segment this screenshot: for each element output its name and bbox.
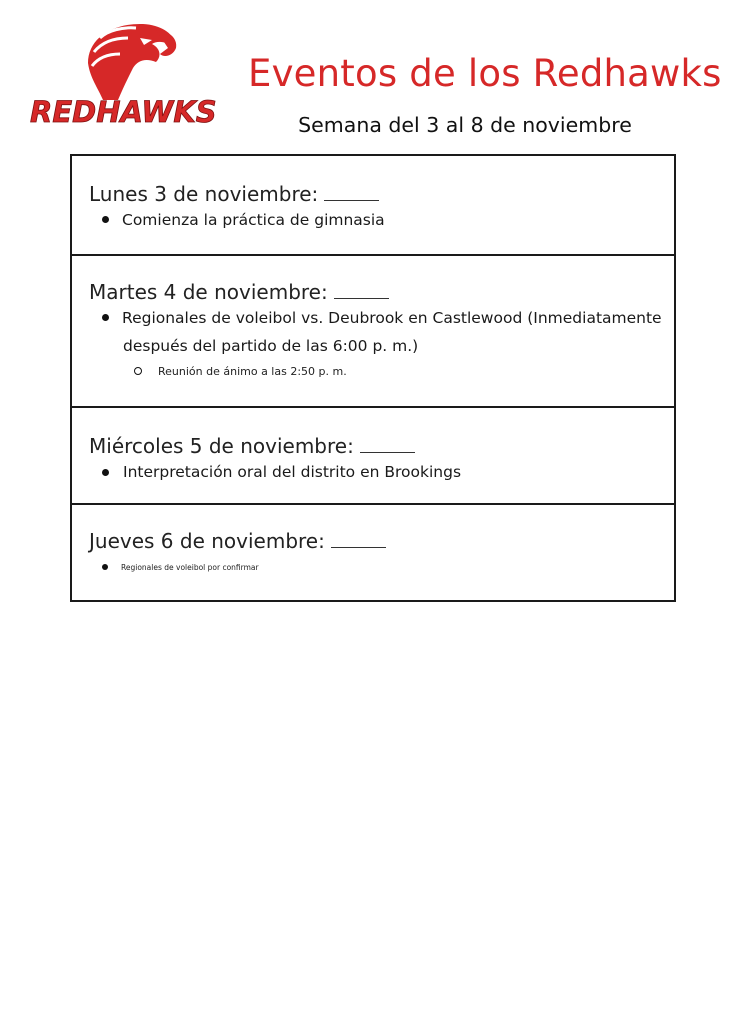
- events-table: [70, 154, 676, 602]
- day-heading: Lunes 3 de noviembre:: [89, 182, 379, 206]
- day-row-wednesday: [72, 408, 674, 505]
- redhawks-logo: [28, 18, 228, 128]
- day-row-monday: [72, 156, 674, 256]
- svg-text:REDHAWKS: REDHAWKS: [30, 95, 217, 128]
- event-item: Interpretación oral del distrito en Brookings: [123, 463, 462, 481]
- day-row-tuesday: [72, 254, 674, 408]
- hawk-head-icon: [28, 18, 228, 128]
- event-item: Comienza la práctica de gimnasia: [122, 211, 385, 229]
- day-row-thursday: [72, 505, 674, 600]
- bullet-icon: [102, 564, 108, 570]
- bullet-icon: [102, 469, 109, 476]
- page-subtitle: Semana del 3 al 8 de noviembre: [298, 113, 632, 137]
- day-heading: Martes 4 de noviembre:: [89, 280, 389, 304]
- event-item: Regionales de voleibol vs. Deubrook en Castlewood (Inmediatamente: [122, 309, 662, 327]
- circle-bullet-icon: [134, 367, 142, 375]
- page-title: Eventos de los Redhawks: [248, 52, 722, 95]
- bullet-icon: [102, 216, 109, 223]
- bullet-icon: [102, 314, 109, 321]
- day-heading: Jueves 6 de noviembre:: [89, 529, 386, 553]
- day-heading: Miércoles 5 de noviembre:: [89, 434, 415, 458]
- event-subitem: Reunión de ánimo a las 2:50 p. m.: [158, 365, 347, 378]
- event-item: Regionales de voleibol por confirmar: [121, 563, 259, 572]
- event-item-continuation: después del partido de las 6:00 p. m.): [123, 337, 419, 355]
